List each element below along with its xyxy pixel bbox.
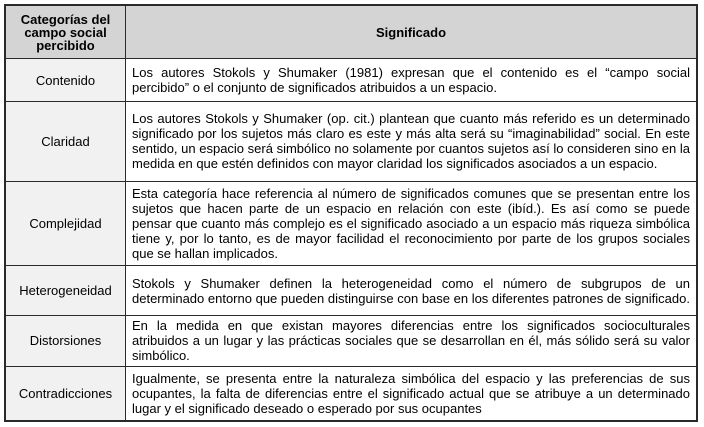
table-row xyxy=(6,59,697,101)
meaning-cell: Esta categoría hace referencia al número de significados comunes que se presentan entre los sujetos que hacen parte de un espacio en relación con este (ibíd.). Es así como se puede pensar que cuanto más complejo es el significado asociado a un espacio más riqueza simbólica tiene y, por lo tanto, es de mayor facilidad el reconocimiento por parte de los grupos sociales que se hallan implicados. xyxy=(126,182,697,266)
category-cell: Contradicciones xyxy=(6,366,126,420)
category-column-header: Categorías del campo social percibido xyxy=(6,6,126,59)
meaning-cell: Stokols y Shumaker definen la heterogeneidad como el número de subgrupos de un determinado entorno que pueden distinguirse con base en los diferentes patrones de significado. xyxy=(126,265,697,315)
category-cell: Distorsiones xyxy=(6,316,126,366)
category-cell: Complejidad xyxy=(6,182,126,266)
category-cell: Heterogeneidad xyxy=(6,265,126,315)
category-cell: Contenido xyxy=(6,59,126,101)
table-row xyxy=(6,316,697,366)
categories-table-container xyxy=(4,4,698,422)
categories-table xyxy=(5,5,697,421)
table-row xyxy=(6,265,697,315)
table-header-row xyxy=(6,6,697,59)
meaning-column-header: Significado xyxy=(126,6,697,59)
meaning-cell: En la medida en que existan mayores diferencias entre los significados socioculturales atribuidos a un lugar y las prácticas sociales que se desarrollan en él, más sólido será su valor simbólico. xyxy=(126,316,697,366)
category-cell: Claridad xyxy=(6,101,126,182)
meaning-cell: Igualmente, se presenta entre la naturaleza simbólica del espacio y las preferencias de sus ocupantes, la falta de diferencias entre el significado actual que se atribuye a un determinado lugar y el significado deseado o esperado por sus ocupantes xyxy=(126,366,697,420)
table-row xyxy=(6,182,697,266)
table-row xyxy=(6,366,697,420)
meaning-cell: Los autores Stokols y Shumaker (1981) expresan que el contenido es el “campo social percibido” o el conjunto de significados atribuidos a un espacio. xyxy=(126,59,697,101)
meaning-cell: Los autores Stokols y Shumaker (op. cit.) plantean que cuanto más referido es un determinado significado por los sujetos más claro es este y más alta será su “imaginabilidad” social. En este sentido, un espacio será simbólico no solamente por cuantos sujetos así lo consideren sino en la medida en que estén definidos con mayor claridad los significados asociados a un espacio. xyxy=(126,101,697,182)
table-row xyxy=(6,101,697,182)
